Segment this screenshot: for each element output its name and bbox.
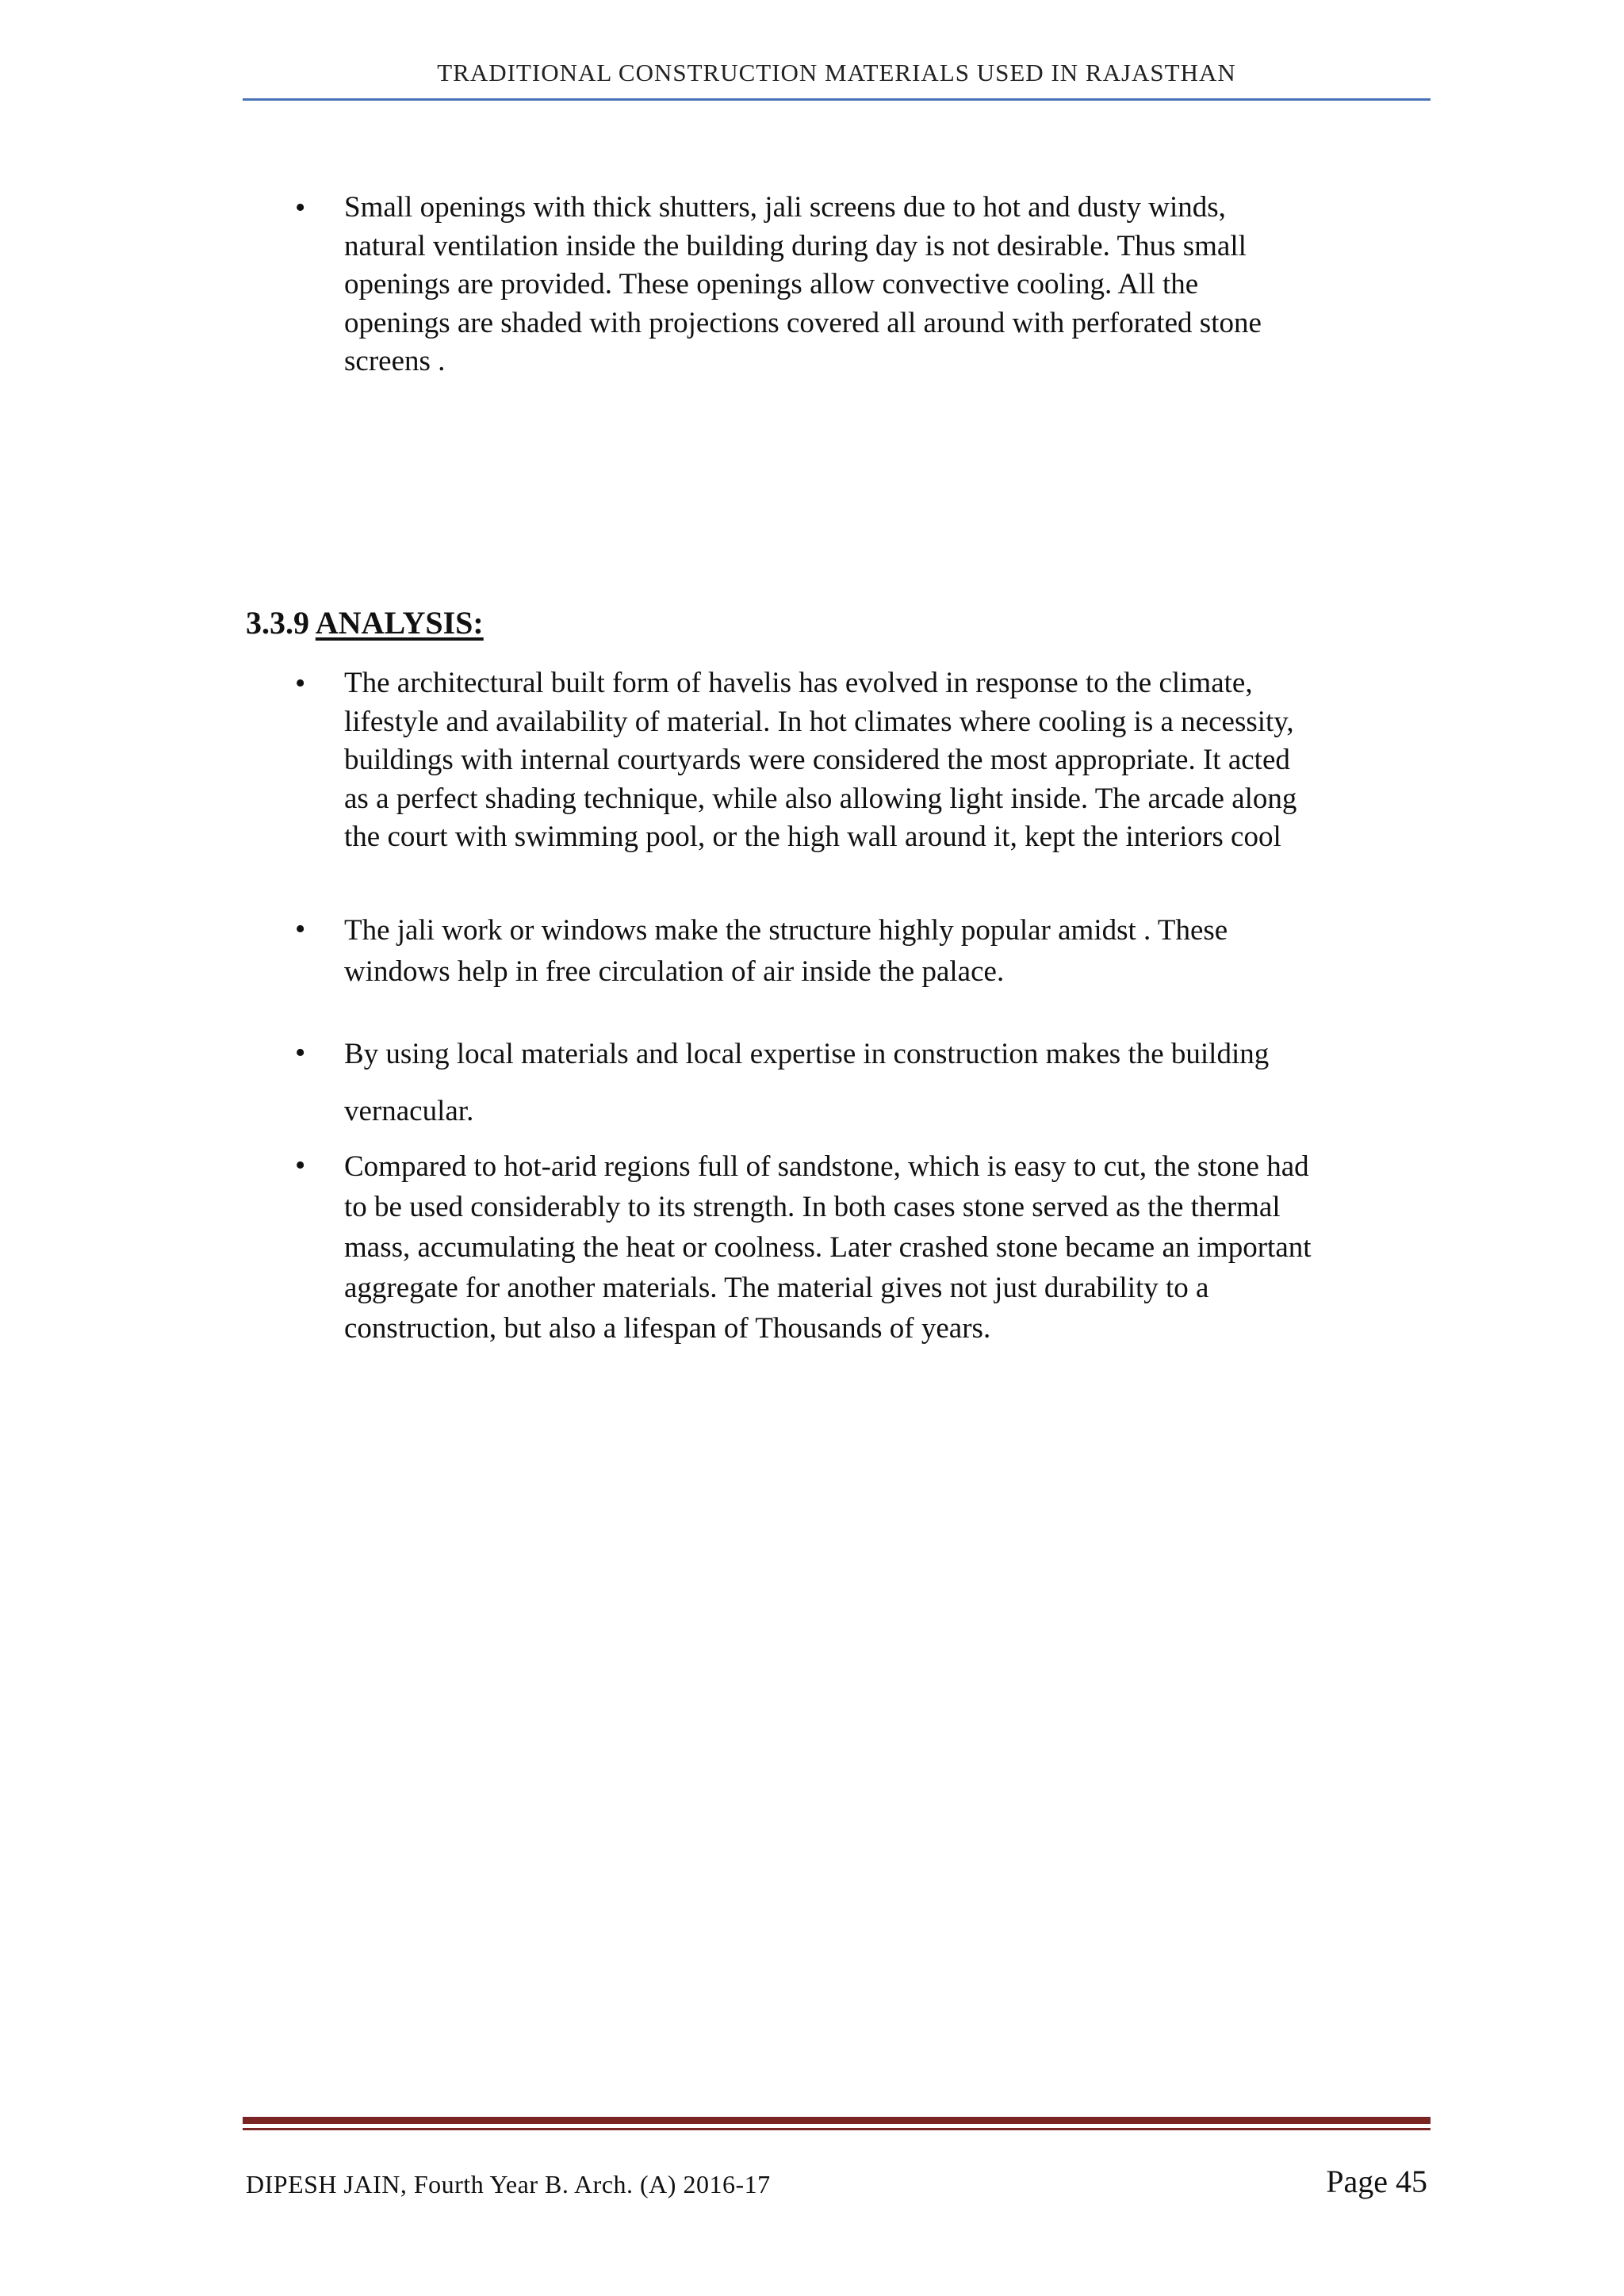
text-line: screens . — [344, 345, 446, 377]
text-line: The jali work or windows make the structure highly popular amidst . These — [344, 914, 1228, 947]
running-header: TRADITIONAL CONSTRUCTION MATERIALS USED IN RAJASTHAN — [437, 59, 1236, 86]
list-item-text — [344, 1026, 1438, 1140]
text-line: windows help in free circulation of air inside the palace. — [344, 955, 1005, 988]
text-line: The architectural built form of havelis has evolved in response to the climate, — [344, 667, 1253, 699]
section-title: ANALYSIS: — [315, 605, 484, 641]
list-item-text — [344, 189, 1438, 381]
text-line: Compared to hot-arid regions full of sandstone, which is easy to cut, the stone had — [344, 1150, 1309, 1183]
text-line: Small openings with thick shutters, jali screens due to hot and dusty winds, — [344, 191, 1226, 224]
list-item-analysis-3 — [295, 1034, 1437, 1137]
text-line: mass, accumulating the heat or coolness. Later crashed stone became an important — [344, 1231, 1312, 1264]
text-line: as a perfect shading technique, while also allowing light inside. The arcade along — [344, 782, 1297, 815]
text-line: the court with swimming pool, or the high wall around it, kept the interiors cool — [344, 821, 1281, 853]
list-item-analysis-4 — [295, 1146, 1437, 1353]
page-number: Page 45 — [1326, 2164, 1427, 2199]
list-item-text — [344, 1146, 1438, 1349]
section-number: 3.3.9 — [246, 605, 309, 641]
text-line: natural ventilation inside the building during day is not desirable. Thus small — [344, 229, 1247, 262]
bullet-icon: • — [295, 913, 306, 946]
text-line: By using local materials and local expertise in construction makes the building — [344, 1038, 1270, 1070]
text-line: construction, but also a lifespan of Thousands of years. — [344, 1312, 991, 1345]
text-line: aggregate for another materials. The material gives not just durability to a — [344, 1272, 1209, 1304]
list-item-text — [344, 910, 1438, 993]
list-item-analysis-2 — [295, 910, 1437, 997]
footer-author: DIPESH JAIN, Fourth Year B. Arch. (A) 2016-17 — [246, 2170, 771, 2198]
text-line: lifestyle and availability of material. In hot climates where cooling is a necessity, — [344, 705, 1294, 738]
section-heading — [246, 604, 484, 641]
list-item-analysis-1 — [295, 664, 1437, 863]
bullet-icon: • — [295, 667, 306, 700]
text-line: buildings with internal courtyards were considered the most appropriate. It acted — [344, 744, 1290, 776]
text-line: vernacular. — [344, 1095, 474, 1127]
bullet-icon: • — [295, 1036, 306, 1070]
text-line: to be used considerably to its strength. In both cases stone served as the thermal — [344, 1191, 1281, 1223]
text-line: openings are provided. These openings allow convective cooling. All the — [344, 268, 1199, 300]
list-item-intro — [295, 189, 1437, 395]
bullet-icon: • — [295, 191, 306, 224]
list-item-text — [344, 664, 1438, 857]
text-line: openings are shaded with projections covered all around with perforated stone — [344, 306, 1262, 339]
footer-divider-thick — [243, 2117, 1431, 2124]
header-divider — [243, 98, 1431, 101]
bullet-icon: • — [295, 1149, 306, 1182]
footer-divider-thin — [243, 2128, 1431, 2130]
